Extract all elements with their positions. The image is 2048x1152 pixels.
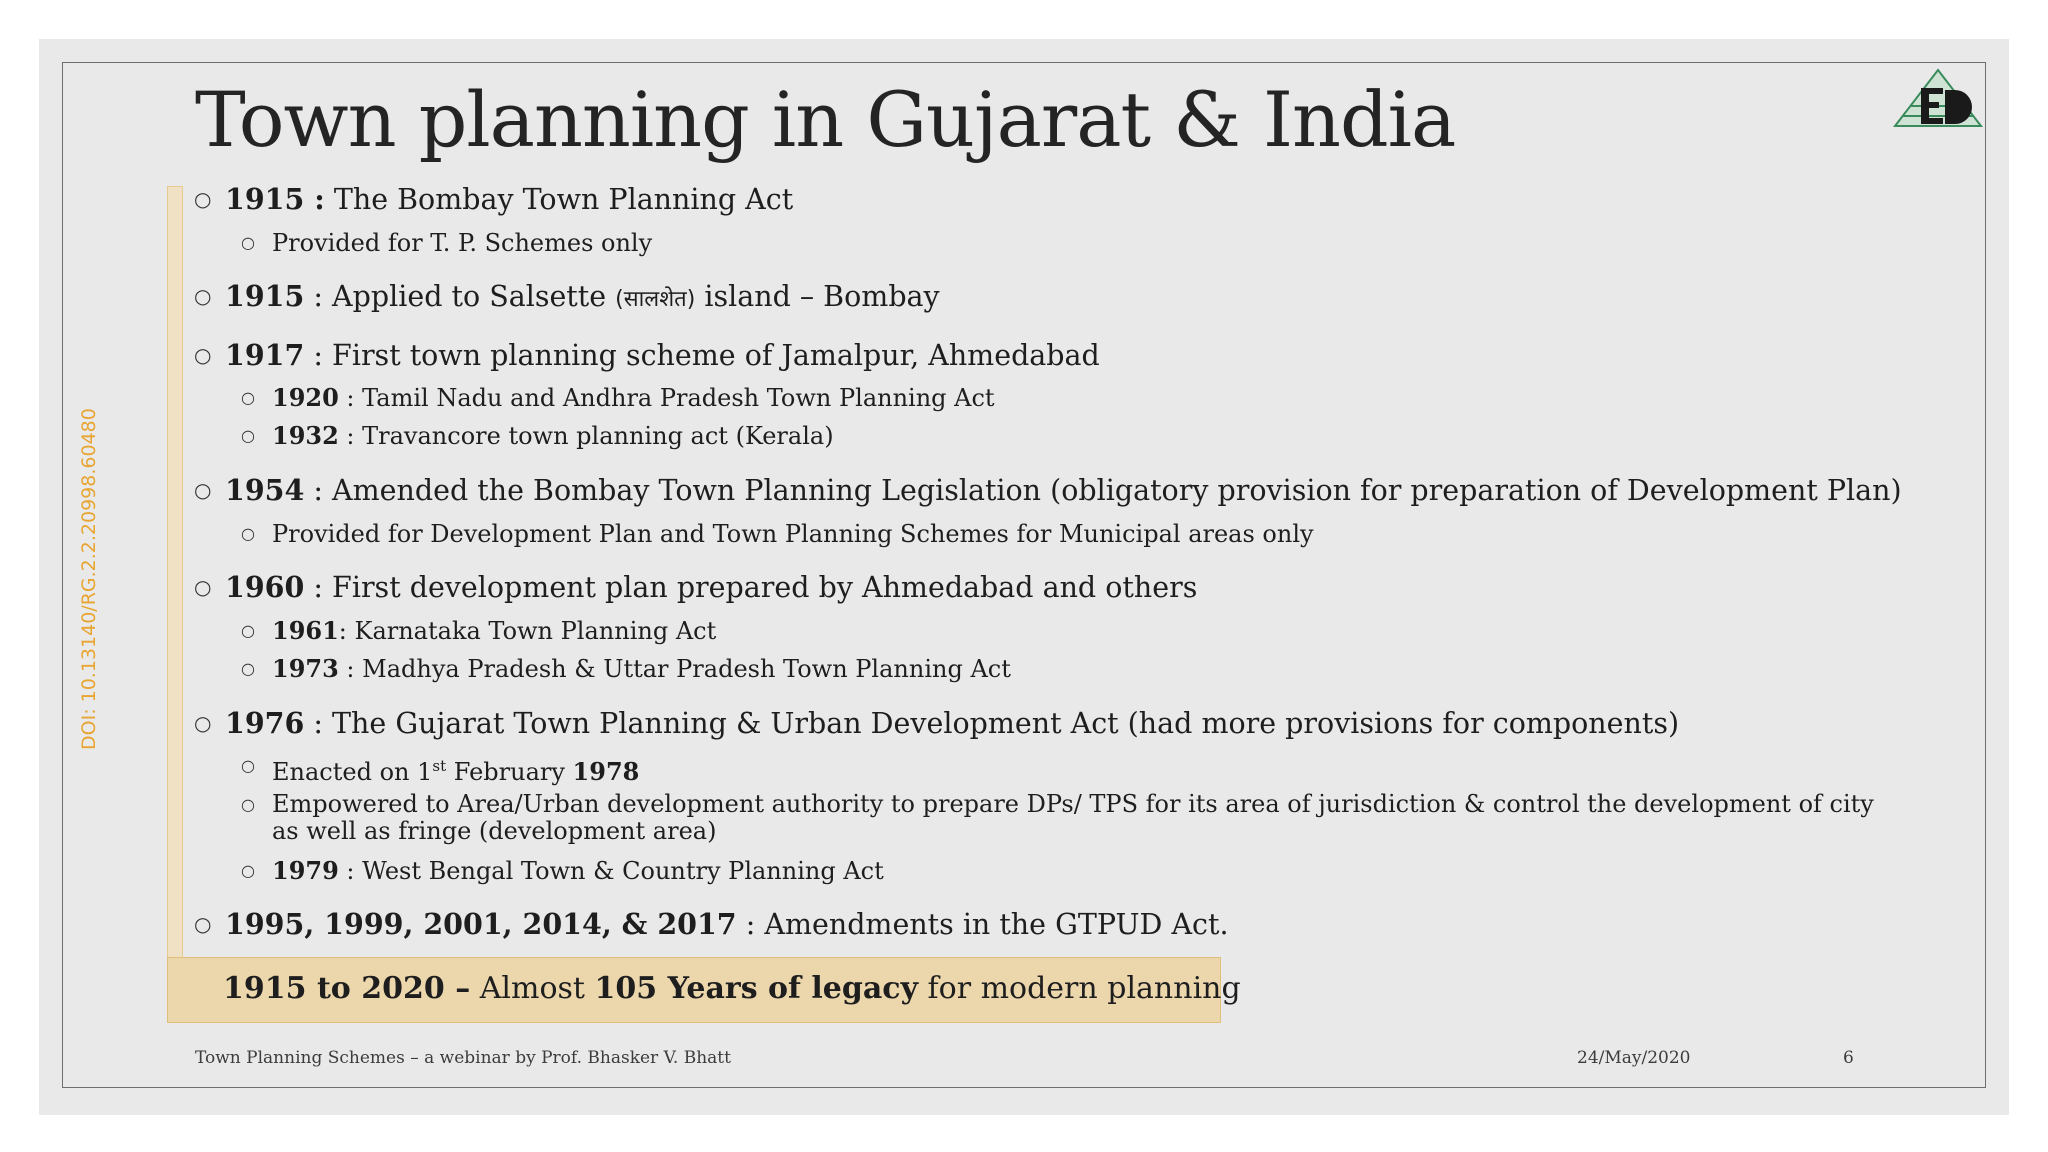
list-item: ○ 1917 : First town planning scheme of Jamalpur, Ahmedabad — [194, 338, 1100, 372]
bullet-icon: ○ — [241, 795, 255, 814]
list-item: ○ 1932 : Travancore town planning act (Kerala) — [241, 421, 834, 450]
bullet-icon: ○ — [241, 524, 255, 543]
slide-title: Town planning in Gujarat & India — [195, 75, 1456, 164]
bullet-icon: ○ — [194, 711, 212, 735]
footer-date: 24/May/2020 — [1577, 1048, 1691, 1068]
bullet-icon: ○ — [194, 187, 212, 211]
bullet-icon: ○ — [241, 861, 255, 880]
list-item: ○ 1973 : Madhya Pradesh & Uttar Pradesh Town Planning Act — [241, 654, 1011, 683]
timeline-bar — [167, 186, 183, 1022]
list-item: ○ Provided for Development Plan and Town Planning Schemes for Municipal areas only — [241, 520, 1314, 548]
list-item: ○ 1960 : First development plan prepared by Ahmedabad and others — [194, 570, 1198, 604]
bullet-icon: ○ — [194, 912, 212, 936]
list-item: ○ Enacted on 1st February 1978 — [272, 752, 639, 786]
bullet-icon: ○ — [194, 575, 212, 599]
bullet-icon: ○ — [241, 233, 255, 252]
bullet-icon: ○ — [241, 659, 255, 678]
list-item: ○ 1961: Karnataka Town Planning Act — [241, 616, 717, 645]
bullet-icon: ○ — [241, 388, 255, 407]
list-item: ○ 1915 : The Bombay Town Planning Act — [194, 182, 794, 216]
doi-label: DOI: 10.13140/RG.2.2.20998.60480 — [78, 408, 100, 750]
legacy-highlight-text: 1915 to 2020 – Almost 105 Years of legacy for modern planning — [223, 971, 1241, 1006]
bullet-icon: ○ — [194, 343, 212, 367]
list-item: ○ Empowered to Area/Urban development authority to prepare DPs/ TPS for its area of jurisdiction & control the development of city as well as fringe (development area) — [241, 790, 1874, 845]
bullet-icon: ○ — [194, 478, 212, 502]
list-item: ○ 1915 : Applied to Salsette (सालशेत) island – Bombay — [194, 279, 940, 313]
list-item: ○ 1976 : The Gujarat Town Planning & Urban Development Act (had more provisions for components) — [194, 706, 1680, 740]
list-item: ○ 1954 : Amended the Bombay Town Planning Legislation (obligatory provision for preparation of Development Plan) — [194, 473, 1902, 507]
bullet-icon: ○ — [241, 426, 255, 445]
list-item: ○ 1995, 1999, 2001, 2014, & 2017 : Amendments in the GTPUD Act. — [194, 907, 1229, 941]
list-item: ○ 1979 : West Bengal Town & Country Planning Act — [241, 856, 884, 885]
list-item: ○ 1920 : Tamil Nadu and Andhra Pradesh Town Planning Act — [241, 383, 995, 412]
bullet-icon: ○ — [194, 284, 212, 308]
list-item: ○ Provided for T. P. Schemes only — [241, 229, 653, 257]
bullet-icon: ○ — [241, 621, 255, 640]
bullet-icon: ○ — [241, 756, 255, 775]
page-number: 6 — [1843, 1048, 1854, 1068]
logo-icon — [1893, 68, 1983, 130]
footer-credit: Town Planning Schemes – a webinar by Prof. Bhasker V. Bhatt — [195, 1048, 731, 1068]
